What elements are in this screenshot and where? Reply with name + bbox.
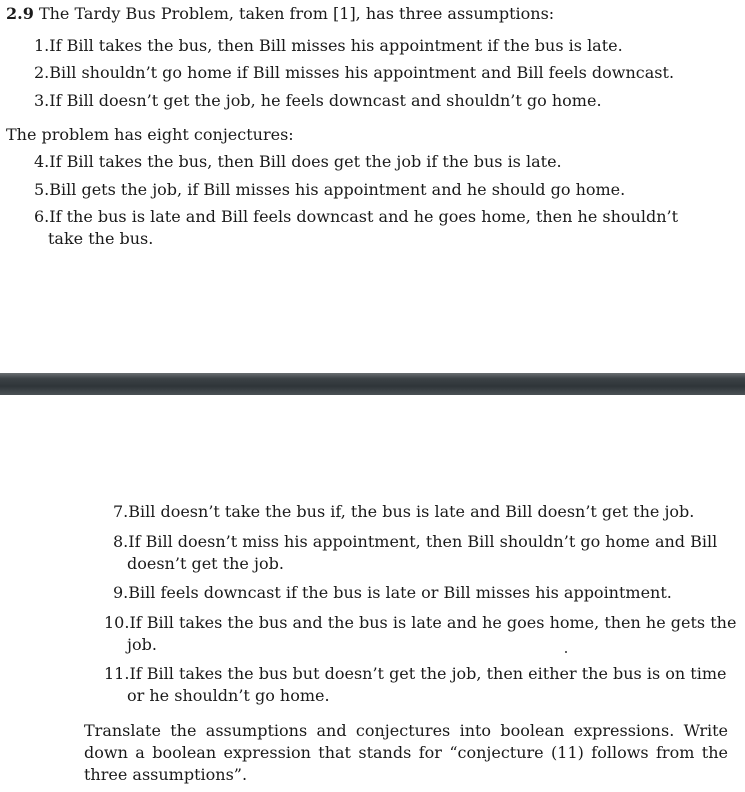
assumption-text: If Bill doesn’t get the job, he feels downcast and shouldn’t go home.	[49, 91, 602, 110]
assumption-number: 1.	[34, 36, 50, 55]
conjecture-10	[104, 613, 736, 633]
conjecture-8	[113, 532, 717, 552]
conjecture-text: If Bill takes the bus and the bus is late and he goes home, then he gets the	[129, 613, 737, 632]
assumption-text: Bill shouldn’t go home if Bill misses his appointment and Bill feels downcast.	[49, 63, 675, 82]
conjecture-11	[104, 664, 726, 684]
conjecture-number: 4.	[34, 152, 50, 171]
conjecture-text: If the bus is late and Bill feels downcast and he goes home, then he shouldn’t	[49, 207, 679, 226]
conjecture-number: 11.	[104, 664, 130, 683]
conjecture-text: If Bill doesn’t miss his appointment, then Bill shouldn’t go home and Bill	[128, 532, 718, 551]
conjecture-text: If Bill takes the bus, then Bill does get the job if the bus is late.	[49, 152, 562, 171]
conjecture-number: 7.	[113, 502, 129, 521]
conjecture-number: 5.	[34, 180, 50, 199]
problem-heading-text: The Tardy Bus Problem, taken from [1], has three assumptions:	[38, 4, 555, 23]
conjecture-7	[113, 502, 694, 522]
assumption-number: 2.	[34, 63, 50, 82]
conjecture-6-continuation: take the bus.	[48, 229, 154, 248]
top-page-excerpt	[0, 0, 745, 372]
conjecture-number: 9.	[113, 583, 129, 602]
conjecture-text: If Bill takes the bus but doesn’t get the job, then either the bus is on time	[129, 664, 727, 683]
conjecture-4	[34, 152, 562, 172]
conjecture-6	[34, 207, 678, 227]
assumption-3	[34, 91, 602, 111]
conjecture-number: 6.	[34, 207, 50, 226]
conjecture-11-continuation: or he shouldn’t go home.	[127, 686, 330, 705]
conjecture-5	[34, 180, 625, 200]
assumption-1	[34, 36, 623, 56]
assumption-text: If Bill takes the bus, then Bill misses his appointment if the bus is late.	[49, 36, 623, 55]
conjecture-text: Bill gets the job, if Bill misses his appointment and he should go home.	[49, 180, 626, 199]
conjecture-9	[113, 583, 672, 603]
conjecture-number: 10.	[104, 613, 130, 632]
page-divider	[0, 373, 745, 395]
conjecture-8-continuation: doesn’t get the job.	[127, 554, 284, 573]
conjectures-intro: The problem has eight conjectures:	[6, 125, 294, 144]
assumption-2	[34, 63, 674, 83]
assumption-number: 3.	[34, 91, 50, 110]
problem-heading	[6, 4, 554, 24]
conjecture-text: Bill doesn’t take the bus if, the bus is late and Bill doesn’t get the job.	[128, 502, 695, 521]
exercise-instruction: Translate the assumptions and conjectures into boolean expressions. Write down a boolean expression that stands for “conjecture (11) follows from the three assumptions”.	[84, 721, 728, 784]
conjecture-number: 8.	[113, 532, 129, 551]
conjecture-text: Bill feels downcast if the bus is late or Bill misses his appointment.	[128, 583, 672, 602]
problem-number: 2.9	[6, 4, 34, 23]
conjecture-10-continuation: job.	[127, 635, 157, 654]
stray-dot	[565, 651, 567, 653]
